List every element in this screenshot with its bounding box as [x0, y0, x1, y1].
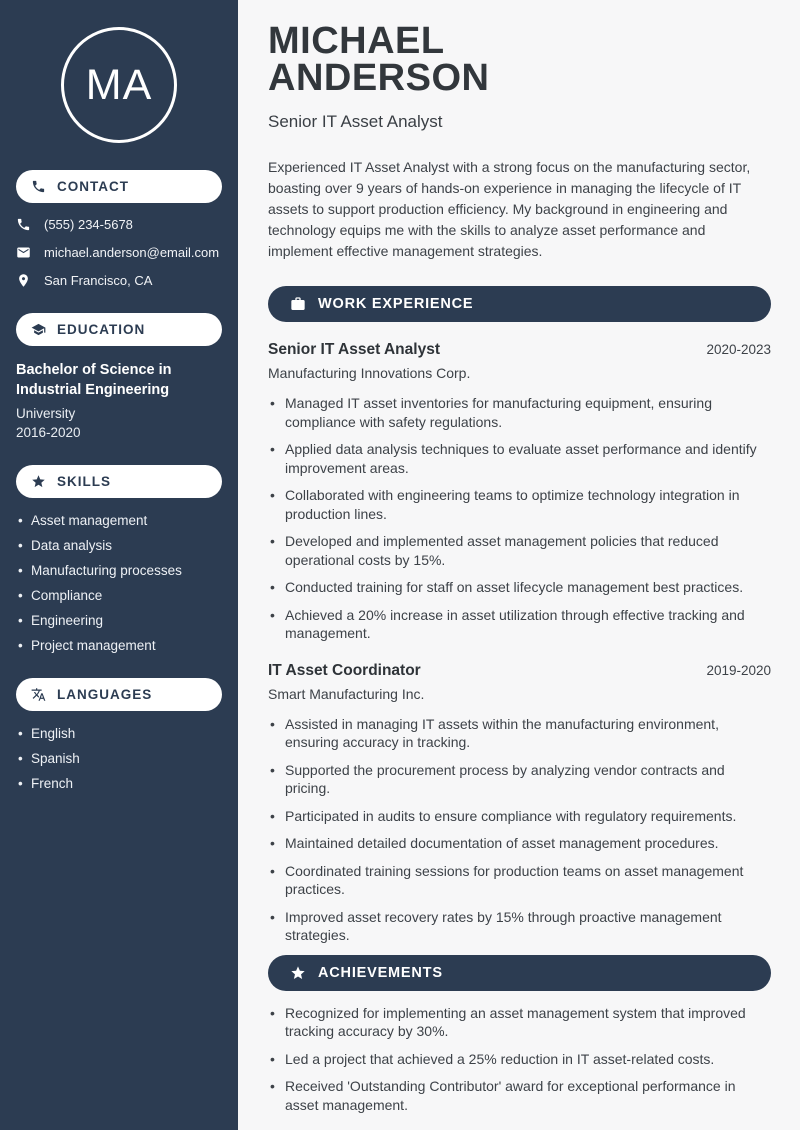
language-item: • French [16, 775, 222, 792]
envelope-icon [16, 245, 31, 260]
contact-email-value: michael.anderson@email.com [44, 245, 220, 260]
contact-section-header [16, 170, 222, 203]
contact-section-title: CONTACT [57, 179, 129, 194]
job-header [268, 341, 771, 359]
job-bullet: • Managed IT asset inventories for manufacturing equipment, ensuring compliance with safety regulations. [268, 394, 771, 431]
work-experience-section-header [268, 286, 771, 322]
skills-list [16, 512, 222, 654]
job-bullet-list [268, 715, 771, 945]
education-degree: Bachelor of Science in Industrial Engineering [16, 362, 172, 398]
languages-section-header [16, 678, 222, 711]
job-dates: 2019-2020 [706, 662, 771, 678]
avatar-initials: MA [85, 60, 153, 109]
education-section-title: EDUCATION [57, 322, 146, 337]
achievements-section-header [268, 955, 771, 991]
skill-item: • Manufacturing processes [16, 562, 222, 579]
job-bullet: • Improved asset recovery rates by 15% through proactive management strategies. [268, 908, 771, 945]
job-bullet: • Collaborated with engineering teams to optimize technology integration in production lines. [268, 486, 771, 523]
phone-icon [16, 217, 31, 232]
job-header [268, 662, 771, 680]
translate-icon [31, 687, 46, 702]
job-bullet: • Maintained detailed documentation of asset management procedures. [268, 834, 771, 853]
job-bullet-list [268, 394, 771, 643]
job-bullet: • Applied data analysis techniques to evaluate asset performance and identify improvement areas. [268, 440, 771, 477]
job-dates: 2020-2023 [706, 342, 771, 357]
job-title: Senior IT Asset Analyst [268, 341, 440, 358]
job-bullet: • Supported the procurement process by analyzing vendor contracts and pricing. [268, 761, 771, 798]
contact-list [16, 216, 222, 289]
achievements-section-title: ACHIEVEMENTS [318, 964, 443, 981]
job-title: IT Asset Coordinator [268, 661, 421, 679]
job-bullet: • Assisted in managing IT assets within the manufacturing environment, ensuring accuracy in tracking. [268, 715, 771, 752]
job-bullet: • Achieved a 20% increase in asset utilization through effective tracking and management. [268, 606, 771, 643]
skill-item: • Engineering [16, 612, 222, 629]
star-icon [290, 965, 306, 981]
name-line-1: MICHAEL [268, 20, 445, 62]
education-years: 2016-2020 [16, 425, 81, 440]
contact-phone-value: (555) 234-5678 [44, 217, 133, 232]
skill-item: • Compliance [16, 587, 222, 604]
skills-section-header [16, 465, 222, 498]
achievement-bullet: • Recognized for implementing an asset management system that improved tracking accuracy by 30%. [268, 1004, 771, 1041]
education-school: University [16, 406, 76, 421]
achievement-bullet: • Received 'Outstanding Contributor' award for exceptional performance in asset management. [268, 1077, 771, 1114]
job-bullet: • Conducted training for staff on asset lifecycle management best practices. [268, 578, 771, 597]
contact-item-phone [16, 216, 222, 233]
skill-item: • Data analysis [16, 537, 222, 554]
job-bullet: • Developed and implemented asset management policies that reduced operational costs by 15%. [268, 532, 771, 569]
languages-list [16, 725, 222, 792]
main-content [238, 0, 800, 1130]
work-experience-section-title: WORK EXPERIENCE [318, 296, 474, 312]
job-company: Manufacturing Innovations Corp. [268, 365, 471, 381]
skill-item: • Asset management [16, 512, 222, 529]
map-pin-icon [16, 273, 31, 288]
achievement-bullet: • Led a project that achieved a 25% reduction in IT asset-related costs. [268, 1050, 771, 1069]
graduation-cap-icon [31, 322, 46, 337]
education-section-header [16, 313, 222, 346]
job-bullet: • Participated in audits to ensure compliance with regulatory requirements. [268, 807, 771, 826]
name-line-2: ANDERSON [268, 57, 490, 99]
skill-item: • Project management [16, 637, 222, 654]
phone-icon [31, 179, 46, 194]
achievements-list [268, 1004, 771, 1115]
star-icon [31, 474, 46, 489]
skills-section-title: SKILLS [57, 474, 112, 489]
job-company: Smart Manufacturing Inc. [268, 685, 425, 702]
contact-item-email [16, 244, 222, 261]
language-item: • Spanish [16, 750, 222, 767]
sidebar [0, 0, 238, 1130]
briefcase-icon [290, 296, 306, 312]
summary-paragraph: Experienced IT Asset Analyst with a strong focus on the manufacturing sector, boasting over 9 years of hands-on experience in managing the lifecycle of IT assets to support production efficiency. My background in engineering and technology equips me with the skills to analyze asset performance and implement effective management strategies. [268, 159, 751, 259]
page-title [268, 20, 771, 99]
contact-item-location [16, 272, 222, 289]
job-bullet: • Coordinated training sessions for production teams on asset management practices. [268, 862, 771, 899]
languages-section-title: LANGUAGES [57, 687, 153, 702]
language-item: • English [16, 725, 222, 742]
headline: Senior IT Asset Analyst [268, 112, 443, 131]
avatar [61, 27, 177, 143]
contact-location-value: San Francisco, CA [44, 273, 153, 288]
